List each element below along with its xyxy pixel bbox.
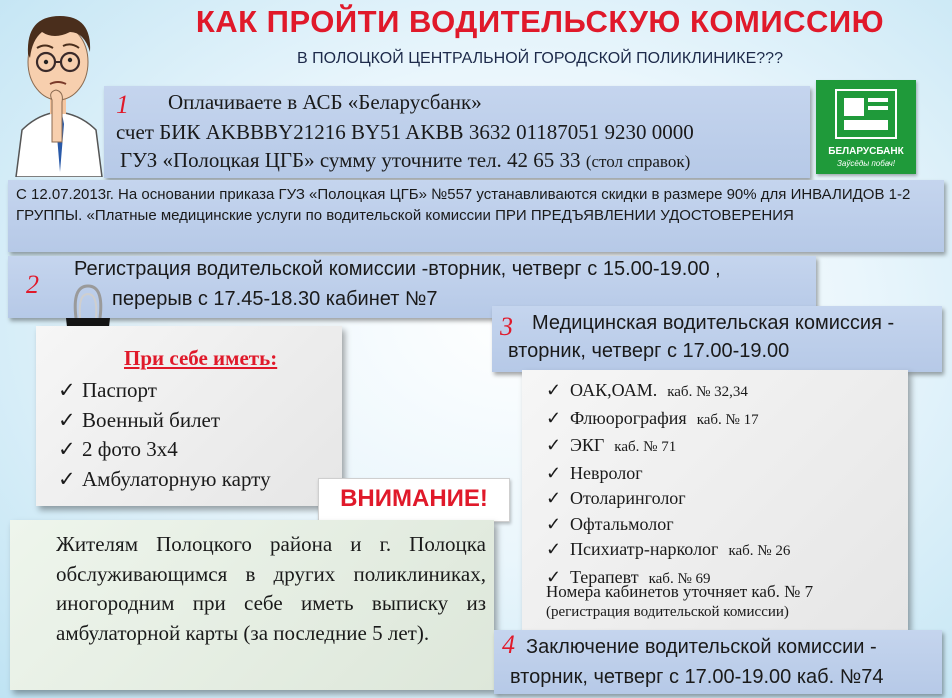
discount-notice-panel (8, 180, 944, 252)
check-icon: ✓ (58, 407, 76, 432)
step1-line3-main: ГУЗ «Полоцкая ЦГБ» сумму уточните тел. 42 65 33 (120, 148, 581, 172)
bring-item: ✓ Военный билет (58, 406, 271, 436)
doctor-item: ✓ ОАК,ОАМ. каб. № 32,34 (546, 378, 790, 406)
doctor-item: ✓ Офтальмолог (546, 512, 790, 538)
check-icon: ✓ (546, 407, 562, 428)
check-icon: ✓ (546, 435, 562, 455)
check-icon: ✓ (546, 539, 562, 559)
doctor-item: ✓ ЭКГ каб. № 71 (546, 433, 790, 461)
step1-number: 1 (116, 90, 129, 119)
check-icon: ✓ (58, 466, 76, 491)
step1-line3 (120, 148, 690, 173)
bring-list (58, 376, 271, 494)
thinking-man-illustration (8, 2, 108, 177)
cabinet-note-detail: (регистрация водительской комиссии) (546, 604, 789, 620)
bring-item: ✓ 2 фото 3х4 (58, 435, 271, 465)
step3-line2: вторник, четверг с 17.00-19.00 (508, 340, 790, 362)
belarusbank-logo (816, 80, 916, 174)
cabinet-note: Номера кабинетов уточняет каб. № 7 (546, 582, 814, 601)
bring-item: ✓ Амбулаторную карту (58, 465, 271, 495)
doctors-list-card (522, 370, 908, 630)
bring-documents-card (36, 326, 342, 506)
bank-emblem-icon (834, 88, 898, 140)
attention-label: ВНИМАНИЕ! (340, 485, 488, 512)
check-icon: ✓ (546, 488, 562, 508)
bank-name: БЕЛАРУСБАНК (828, 146, 904, 157)
doctors-list (546, 378, 790, 592)
doctor-item: ✓ Невролог (546, 461, 790, 487)
residents-note-card (10, 520, 494, 690)
check-icon: ✓ (58, 378, 76, 402)
step1-line2: счет БИК AKBBBY21216 BY51 AKBB 3632 01187051 9230 0000 (116, 120, 694, 144)
step2-line1: Регистрация водительской комиссии -вторник, четверг с 15.00-19.00 , (74, 258, 721, 280)
step1-line3-note: (стол справок) (585, 152, 691, 171)
step4-line1: Заключение водительской комиссии - (526, 636, 877, 658)
discount-text: С 12.07.2013г. На основании приказа ГУЗ «Полоцкая ЦГБ» №557 устанавливаются скидки в размере 90% для ИНВАЛИДОВ 1-2 ГРУППЫ. «Платные медицинские услуги по водительской комиссии ПРИ ПРЕДЪЯВЛЕНИИ УДОСТОВЕРЕНИЯ (16, 186, 911, 224)
check-icon: ✓ (546, 566, 562, 587)
step1-payment-panel (104, 86, 810, 178)
step2-line2: перерыв с 17.45-18.30 кабинет №7 (112, 288, 438, 310)
check-icon: ✓ (546, 462, 562, 483)
step4-number: 4 (502, 630, 515, 659)
bring-heading: При себе иметь: (124, 346, 278, 370)
step2-number: 2 (26, 270, 39, 299)
doctor-item: ✓ Отоларинголог (546, 486, 790, 512)
step4-conclusion-panel (494, 630, 942, 694)
check-icon: ✓ (58, 437, 76, 461)
step3-number: 3 (500, 312, 513, 341)
step1-line1: Оплачиваете в АСБ «Беларусбанк» (168, 90, 482, 114)
doctor-item: ✓ Терапевт каб. № 69 (546, 565, 790, 593)
bring-item: ✓ Паспорт (58, 376, 271, 406)
attention-badge (318, 478, 510, 522)
doctor-item: ✓ Психиатр-нарколог каб. № 26 (546, 537, 790, 565)
step3-line1: Медицинская водительская комиссия - (532, 312, 895, 334)
doctor-item: ✓ Флюорография каб. № 17 (546, 406, 790, 434)
step4-line2: вторник, четверг с 17.00-19.00 каб. №74 (510, 666, 884, 688)
check-icon: ✓ (546, 513, 562, 534)
residents-text: Жителям Полоцкого района и г. Полоцка обслуживающимся в других поликлиниках, иногородним при себе иметь выписку из амбулаторной карты (за последние 5 лет). (56, 532, 486, 645)
bank-slogan: Заўсёды побач! (837, 159, 895, 168)
step3-commission-panel (492, 306, 942, 372)
page-title: КАК ПРОЙТИ ВОДИТЕЛЬСКУЮ КОМИССИЮ (195, 4, 885, 39)
page-subtitle: В ПОЛОЦКОЙ ЦЕНТРАЛЬНОЙ ГОРОДСКОЙ ПОЛИКЛИНИКЕ??? (297, 50, 783, 67)
check-icon: ✓ (546, 380, 562, 400)
